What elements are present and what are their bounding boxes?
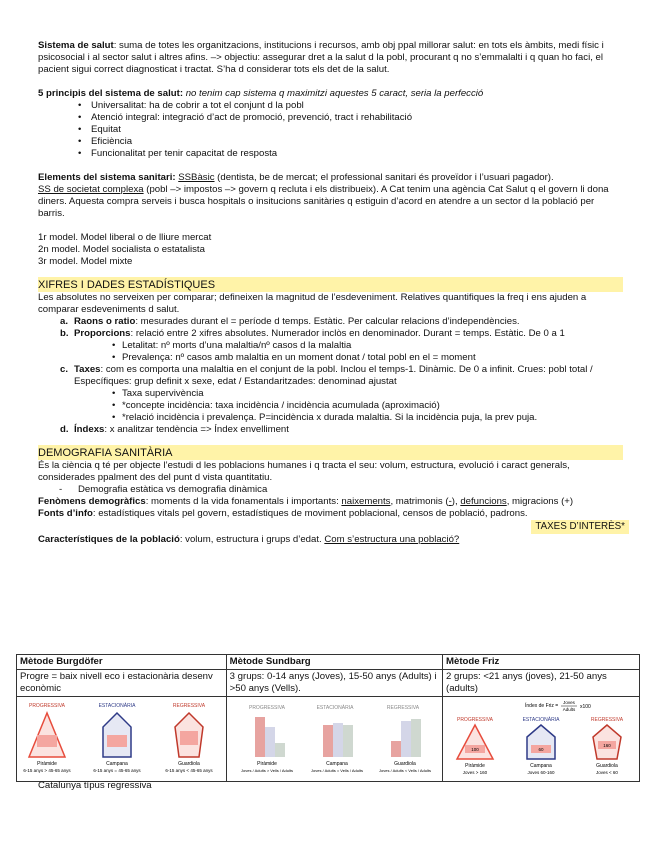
fig-sub: Joves / Adults = Vells / Adults [310, 768, 363, 773]
list-item [38, 364, 623, 424]
item-text: : com es comporta una malaltia en el conjunt de la pobl. Inclou el temps-1. Dinàmic. De 0 a infinit. Crues: pobl total / Específiques: grup definit x sexe, edat / Estandaritzades: denominad ajustat [74, 364, 593, 387]
list-item [38, 328, 623, 364]
table-row [17, 697, 640, 782]
list-marker: d. [60, 424, 69, 435]
fig-sub: 6-15 anys = 45-65 anys [93, 768, 141, 773]
fenomens-text: ), [451, 496, 461, 507]
method-desc: 2 grups: <21 anys (joves), 21-50 anys (adults) [443, 670, 640, 697]
demografia-intro: És la ciència q té per objecte l’estudi d les poblacions humanes i q tracta el seu: volum, estructura, evolució i caract generals, considerades ppalment des del punt d vista quantitatiu. [38, 460, 570, 483]
fig-label: REGRESSIVA [386, 705, 419, 711]
friz-formula-num: Joves [563, 700, 575, 705]
fig-caption: Piràmide [37, 761, 57, 767]
methods-table [16, 654, 640, 782]
band-label: 60 [538, 747, 544, 752]
principis-note: no tenim cap sistema q maximitzi aquestes 5 caract, seria la perfecció [185, 88, 484, 99]
ss-basic-desc: (dentista, be de mercat; el professional sanitari és proveïdor i l’usuari pagador). [214, 172, 554, 183]
ss-complex: SS de societat complexa [38, 184, 144, 195]
burgdofer-figure [17, 697, 227, 782]
band [37, 735, 57, 747]
list-marker: a. [60, 316, 69, 327]
bar [391, 741, 401, 757]
dash-text: Demografia estàtica vs demografia dinàmica [78, 484, 268, 495]
bar [411, 719, 421, 757]
fig-caption: Campana [530, 763, 552, 769]
sub-list [74, 340, 623, 364]
caracteristiques-term: Característiques de la població [38, 534, 180, 545]
document-page [38, 40, 623, 546]
sundbarg-figure [226, 697, 442, 782]
item-term: Índexs [74, 424, 105, 435]
fig-caption: Piràmide [465, 763, 485, 769]
fenomens-paragraph [38, 496, 623, 508]
elements-term: Elements del sistema sanitari: [38, 172, 176, 183]
list-item: • Equitat [78, 124, 623, 136]
sub-item: • Prevalença: nº casos amb malaltia en un moment donat / total pobl en el = moment [112, 352, 623, 364]
fig-caption: Piràmide [256, 761, 277, 767]
band-label: 160 [603, 743, 611, 748]
fig-label: PROGRESSIVA [28, 703, 66, 709]
sub-item: • *relació incidència i prevalença. P=incidència x durada malaltia. Si la incidència puja, la prev puja. [112, 412, 623, 424]
band-label: 100 [471, 747, 479, 752]
fenomens-defuncions: defuncions [460, 496, 507, 507]
footer-text: Catalunya típus regressiva [38, 780, 152, 791]
item-text: : x analitzar tendència => Índex envelliment [104, 424, 289, 435]
model-line: 3r model. Model mixte [38, 256, 133, 267]
burgdofer-diagram [17, 697, 225, 777]
sistema-salut-paragraph [38, 40, 623, 76]
elements-paragraph [38, 172, 623, 220]
fonts-paragraph [38, 508, 623, 520]
sub-list [74, 388, 623, 424]
list-item [38, 424, 623, 436]
item-term: Proporcions [74, 328, 131, 339]
list-item [38, 316, 623, 328]
principis-term: 5 principis del sistema de salut [38, 88, 180, 99]
friz-formula-tail: x100 [580, 704, 591, 710]
principis-list [38, 100, 623, 160]
xifres-list [38, 316, 623, 436]
fig-label: PROGRESSIVA [248, 705, 285, 711]
method-desc: Progre = baix nivell eco i estacionària desenv econòmic [17, 670, 227, 697]
band [107, 735, 127, 747]
fenomens-term: Fenòmens demogràfics [38, 496, 146, 507]
xifres-intro: Les absolutes no serveixen per comparar; defineixen la magnitud de l’esdeveniment. Relatives quantifiques la freq i ens ajuden a comparar esdeveniments d salut. [38, 292, 587, 315]
model-line: 2n model. Model socialista o estatalista [38, 244, 205, 255]
demografia-heading: DEMOGRAFIA SANITÀRIA [38, 445, 623, 460]
fig-sub: Joves 60-160 [527, 770, 555, 775]
sub-item: • *concepte incidència: taxa incidència / incidència acumulada (aproximació) [112, 400, 623, 412]
method-desc: 3 grups: 0-14 anys (Joves), 15-50 anys (Adults) i >50 anys (Vells). [226, 670, 442, 697]
taxes-row [38, 520, 623, 534]
table-row [17, 655, 640, 670]
list-item: • Eficiència [78, 136, 623, 148]
table-row [17, 670, 640, 697]
fig-sub: Joves > 160 [462, 770, 488, 775]
friz-diagram [443, 697, 639, 777]
item-text: : relació entre 2 xifres absolutes. Numerador inclòs en denominador. Durant = temps. Estàtic. De 0 a 1 [130, 328, 565, 339]
list-marker: b. [60, 328, 69, 339]
caracteristiques-text: : volum, estructura i grups d’edat. [179, 534, 325, 545]
pyramid-shape [457, 725, 493, 759]
fig-sub: Joves / Adults < Vells / Adults [378, 768, 431, 773]
fonts-text: : estadístiques vitals pel govern, estadístiques de moviment poblacional, censos de població, padrons. [92, 508, 528, 519]
list-marker: c. [60, 364, 69, 375]
fig-caption: Campana [325, 761, 348, 767]
ss-basic: SSBàsic [178, 172, 215, 183]
dash-item [38, 484, 623, 496]
sistema-salut-term: Sistema de salut [38, 40, 114, 51]
fenomens-text: , matrimonis ( [390, 496, 449, 507]
fonts-term: Fonts d’info [38, 508, 93, 519]
bar [265, 727, 275, 757]
method-name: Mètode Friz [443, 655, 640, 670]
item-term: Taxes [74, 364, 101, 375]
bar [323, 725, 333, 757]
method-name: Mètode Sundbarg [226, 655, 442, 670]
taxes-tag: TAXES D’INTERÈS* [531, 520, 629, 534]
bar [343, 725, 353, 757]
dash-marker: - [59, 484, 63, 495]
fig-label: REGRESSIVA [172, 703, 206, 709]
fenomens-text: , migracions (+) [506, 496, 574, 507]
friz-figure [443, 697, 640, 782]
fig-sub: Joves < 60 [596, 770, 618, 775]
fig-label: REGRESSIVA [590, 717, 624, 723]
fig-sub: Joves / Adults > Vells / Adults [240, 768, 293, 773]
item-text: : mesurades durant el = període d temps. Estàtic. Per calcular relacions d’independències. [135, 316, 520, 327]
bar [333, 723, 343, 757]
fenomens-minus: - [448, 496, 452, 507]
bar [401, 721, 411, 757]
friz-formula-den: Adults [562, 707, 576, 712]
sistema-salut-def: : suma de totes les organitzacions, institucions i recursos, amb obj ppal millorar salut: en tots els àmbits, medi físic i psicosocial i al sector salut i altres afins. –> objectiu: assegurar dret a la salut d la pobl, procurant q no s’emmalalti i q quan ho faci, el pacient sigui correct diagnosticat i tractat. S’ha d considerar tots els det de la salut. [38, 40, 604, 75]
caracteristiques-question: Com s’estructura una població? [324, 534, 460, 545]
bell-shape [527, 725, 555, 759]
fenomens-naixements: naixements [341, 496, 391, 507]
friz-formula-lhs: Índex de Friz = [525, 703, 559, 709]
sundbarg-diagram [227, 697, 441, 777]
fig-caption: Campana [106, 761, 128, 767]
fig-sub: 6-15 anys < 45-65 anys [165, 768, 213, 773]
fig-label: ESTACIONÀRIA [316, 705, 354, 711]
fig-caption: Guardiola [393, 761, 416, 767]
list-item: • Funcionalitat per tenir capacitat de resposta [78, 148, 623, 160]
list-item: • Atenció integral: integració d’act de promoció, prevenció, tract i rehabilitació [78, 112, 623, 124]
fig-label: PROGRESSIVA [456, 717, 494, 723]
fig-caption: Guardiola [596, 763, 618, 769]
fenomens-text: : moments d la vida fonamentals i importants: [145, 496, 342, 507]
caracteristiques-paragraph [38, 534, 623, 546]
xifres-heading: XIFRES I DADES ESTADÍSTIQUES [38, 277, 623, 292]
principis-heading: 5 principis del sistema de salut: no tenim cap sistema q maximitzi aquestes 5 caract, seria la perfecció [38, 88, 484, 99]
bar [255, 717, 265, 757]
sub-item: • Taxa supervivència [112, 388, 623, 400]
fig-label: ESTACIONÀRIA [98, 703, 136, 709]
method-name: Mètode Burgdöfer [17, 655, 227, 670]
bar [275, 743, 285, 757]
list-item: • Universalitat: ha de cobrir a tot el conjunt d la pobl [78, 100, 623, 112]
fig-sub: 6-15 anys > 45-65 anys [23, 768, 71, 773]
ss-complex-desc: (pobl –> impostos –> govern q recluta i els distribueix). A Cat tenim una agència Cat Salut q el govern li dona diners. Aquesta compra serveis i busca hospitals o insitucions sanitàries q estiguin d’acord en atendre a un sector d la població per barris. [38, 184, 609, 219]
band [180, 731, 198, 745]
fig-label: ESTACIONÀRIA [522, 717, 560, 723]
fig-caption: Guardiola [178, 761, 200, 767]
item-term: Raons o ratio [74, 316, 136, 327]
sub-item: • Letalitat: nº morts d’una malaltia/nº casos d la malaltia [112, 340, 623, 352]
model-line: 1r model. Model liberal o de lliure mercat [38, 232, 212, 243]
